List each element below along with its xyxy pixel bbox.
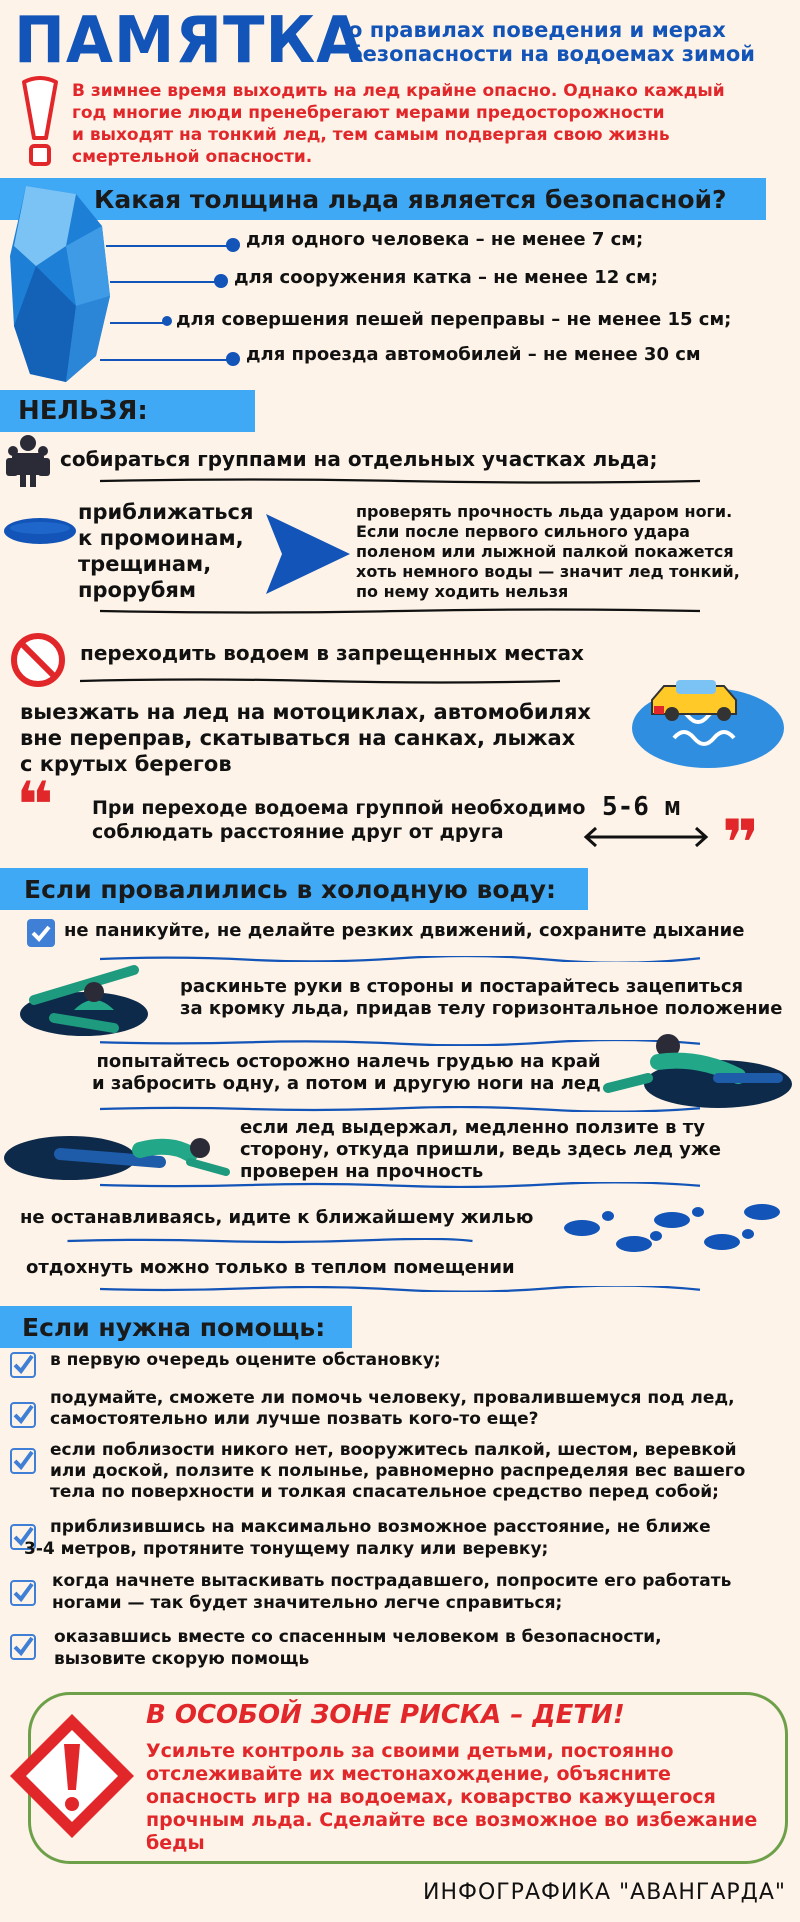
help-line: в первую очередь оцените обстановку;: [50, 1350, 441, 1370]
check-line: проверять прочность льда ударом ноги.: [356, 502, 733, 521]
drive-line: с крутых берегов: [20, 752, 232, 776]
fallen-arms: [180, 976, 782, 1020]
check-line: Если после первого сильного удара: [356, 522, 690, 541]
forbidden-check: [356, 502, 740, 602]
help-line: оказавшись вместе со спасенным человеком в безопасности,: [54, 1627, 662, 1647]
leader-line: [110, 281, 220, 283]
chest-line: и забросить одну, а потом и другую ноги на лед: [92, 1073, 601, 1094]
fallen-crawl: [240, 1117, 721, 1183]
car-on-ice-icon: [628, 646, 786, 770]
forbidden-approach: [78, 499, 253, 603]
leader-line: [100, 359, 230, 361]
subtitle-line2: безопасности на водоемах зимой: [348, 42, 755, 66]
checkmark-icon: [10, 1448, 36, 1474]
help-line: приблизившись на максимально возможное расстояние, не ближе: [50, 1517, 711, 1537]
intro-text: [72, 80, 725, 168]
thickness-item-3: для совершения пешей переправы – не менее 15 см;: [176, 309, 732, 330]
crawl-line: сторону, откуда пришли, ведь здесь лед уже: [240, 1139, 721, 1160]
crawl-line: если лед выдержал, медленно ползите в ту: [240, 1117, 705, 1138]
warning-diamond-icon: [6, 1710, 138, 1842]
forbidden-drive: [20, 699, 591, 777]
ice-edge-divider: [0, 1286, 800, 1292]
forbidden-groups: собираться группами на отдельных участках льда;: [60, 447, 658, 471]
distance-arrow-icon: [582, 826, 710, 848]
bullet-dot: [226, 352, 240, 366]
ice-edge-divider: [0, 1106, 800, 1112]
person-climbing-icon: [598, 1028, 794, 1114]
leader-line: [110, 322, 166, 324]
bullet-dot: [214, 274, 228, 288]
kids-line: отслеживайте их местонахождение, объясните: [146, 1763, 671, 1785]
help-item-text: [50, 1388, 735, 1430]
check-line: по нему ходить нельзя: [356, 582, 569, 601]
forbidden-cross: переходить водоем в запрещенных местах: [80, 641, 584, 665]
approach-line: прорубям: [78, 578, 197, 602]
arms-line: за кромку льда, придав телу горизонтальное положение: [180, 998, 783, 1019]
arms-line: раскиньте руки в стороны и постарайтесь зацепиться: [180, 976, 744, 997]
kids-title: В ОСОБОЙ ЗОНЕ РИСКА – ДЕТИ!: [146, 1700, 625, 1730]
help-line: когда начнете вытаскивать пострадавшего, попросите его работать: [52, 1571, 732, 1591]
fallen-title: Если провалились в холодную воду:: [24, 874, 557, 904]
kids-line: беды: [146, 1832, 205, 1854]
crawl-line: проверен на прочность: [240, 1161, 484, 1182]
thickness-item-1: для одного человека – не менее 7 см;: [246, 229, 644, 250]
ice-hole-icon: [2, 516, 78, 546]
help-item-text: [50, 1350, 441, 1371]
kids-line: прочным льда. Сделайте все возможное во избежание: [146, 1809, 758, 1831]
checkmark-icon: [10, 1580, 36, 1606]
person-crawling-icon: [0, 1118, 234, 1190]
quote-open-icon: ❝: [16, 769, 54, 843]
help-line: ногами — так будет значительно легче справиться;: [52, 1593, 563, 1613]
forbidden-group: [92, 796, 585, 844]
subtitle-line1: о правилах поведения и мерах: [348, 18, 726, 42]
intro-line: В зимнее время выходить на лед крайне опасно. Однако каждый: [72, 81, 725, 101]
drive-line: выезжать на лед на мотоциклах, автомобилях: [20, 700, 591, 724]
divider: [0, 678, 640, 684]
forbidden-title: НЕЛЬЗЯ:: [18, 396, 148, 426]
kids-line: Усильте контроль за своими детьми, постоянно: [146, 1740, 674, 1762]
bullet-dot: [162, 316, 172, 326]
fallen-rest: отдохнуть можно только в теплом помещении: [26, 1257, 515, 1278]
ice-edge-divider: [0, 1238, 540, 1244]
leader-line: [106, 245, 230, 247]
group-line: соблюдать расстояние друг от друга: [92, 821, 504, 843]
help-item-text: [52, 1570, 731, 1614]
drive-line: вне переправ, скатываться на санках, лыжах: [20, 726, 576, 750]
bullet-dot: [226, 238, 240, 252]
check-line: поленом или лыжной палкой покажется: [356, 542, 734, 561]
quote-close-icon: ❞: [722, 807, 760, 881]
help-header-band: [0, 1306, 352, 1348]
checkmark-icon: [10, 1402, 36, 1428]
help-line: подумайте, сможете ли помочь человеку, провалившемуся под лед,: [50, 1388, 735, 1408]
fallen-header-band: [0, 868, 588, 910]
exclamation-icon: [18, 76, 62, 168]
iceberg-icon: [6, 186, 116, 386]
footer-credit: ИНФОГРАФИКА "АВАНГАРДА": [423, 1880, 786, 1905]
help-line: самостоятельно или лучше позвать кого-то еще?: [50, 1409, 539, 1429]
thickness-item-2: для сооружения катка – не менее 12 см;: [234, 267, 659, 288]
kids-line: опасность игр на водоемах, коварство кажущегося: [146, 1786, 716, 1808]
help-line: тела по поверхности и толкая спасательное средство перед собой;: [50, 1482, 719, 1502]
help-line: если поблизости никого нет, вооружитесь палкой, шестом, веревкой: [50, 1440, 737, 1460]
footprints-icon: [552, 1198, 792, 1262]
checkmark-icon: [10, 1352, 36, 1378]
intro-line: смертельной опасности.: [72, 147, 313, 167]
forbidden-header-band: [0, 390, 255, 432]
check-line: хоть немного воды — значит лед тонкий,: [356, 562, 740, 581]
help-item-text: [50, 1440, 745, 1503]
checkmark-icon: [10, 1634, 36, 1660]
approach-line: к промоинам,: [78, 526, 244, 550]
intro-line: и выходят на тонкий лед, тем самым подвергая свою жизнь: [72, 125, 670, 145]
fallen-panic: не паникуйте, не делайте резких движений, сохраните дыхание: [64, 920, 745, 941]
intro-line: год многие люди пренебрегают мерами предосторожности: [72, 103, 665, 123]
help-item-text: [54, 1626, 662, 1670]
divider: [0, 608, 800, 614]
thickness-item-4: для проезда автомобилей – не менее 30 см: [246, 344, 701, 365]
help-title: Если нужна помощь:: [22, 1312, 326, 1342]
help-line: 3-4 метров, протяните тонущему палку или веревку;: [24, 1539, 549, 1559]
help-line: или доской, ползите к полынье, равномерно распределяя вес вашего: [50, 1461, 746, 1481]
divider: [0, 478, 800, 484]
checkbox-icon: [26, 918, 56, 948]
help-line: вызовите скорую помощь: [54, 1649, 310, 1669]
help-item-text: [24, 1516, 711, 1560]
person-in-water-icon: [14, 960, 174, 1044]
approach-line: трещинам,: [78, 552, 212, 576]
page-title: ПАМЯТКА: [14, 4, 365, 78]
fallen-chest: [92, 1051, 601, 1095]
kids-text: [146, 1740, 757, 1855]
arrow-triangle-icon: [266, 514, 350, 594]
distance-label: 5-6 м: [602, 792, 681, 822]
fallen-walk: не останавливаясь, идите к ближайшему жилью: [20, 1207, 534, 1228]
group-line: При переходе водоема группой необходимо: [92, 797, 586, 819]
chest-line: попытайтесь осторожно налечь грудью на край: [96, 1051, 601, 1072]
thickness-title: Какая толщина льда является безопасной?: [94, 184, 727, 214]
approach-line: приближаться: [78, 500, 254, 524]
ice-edge-divider: [0, 1182, 800, 1188]
